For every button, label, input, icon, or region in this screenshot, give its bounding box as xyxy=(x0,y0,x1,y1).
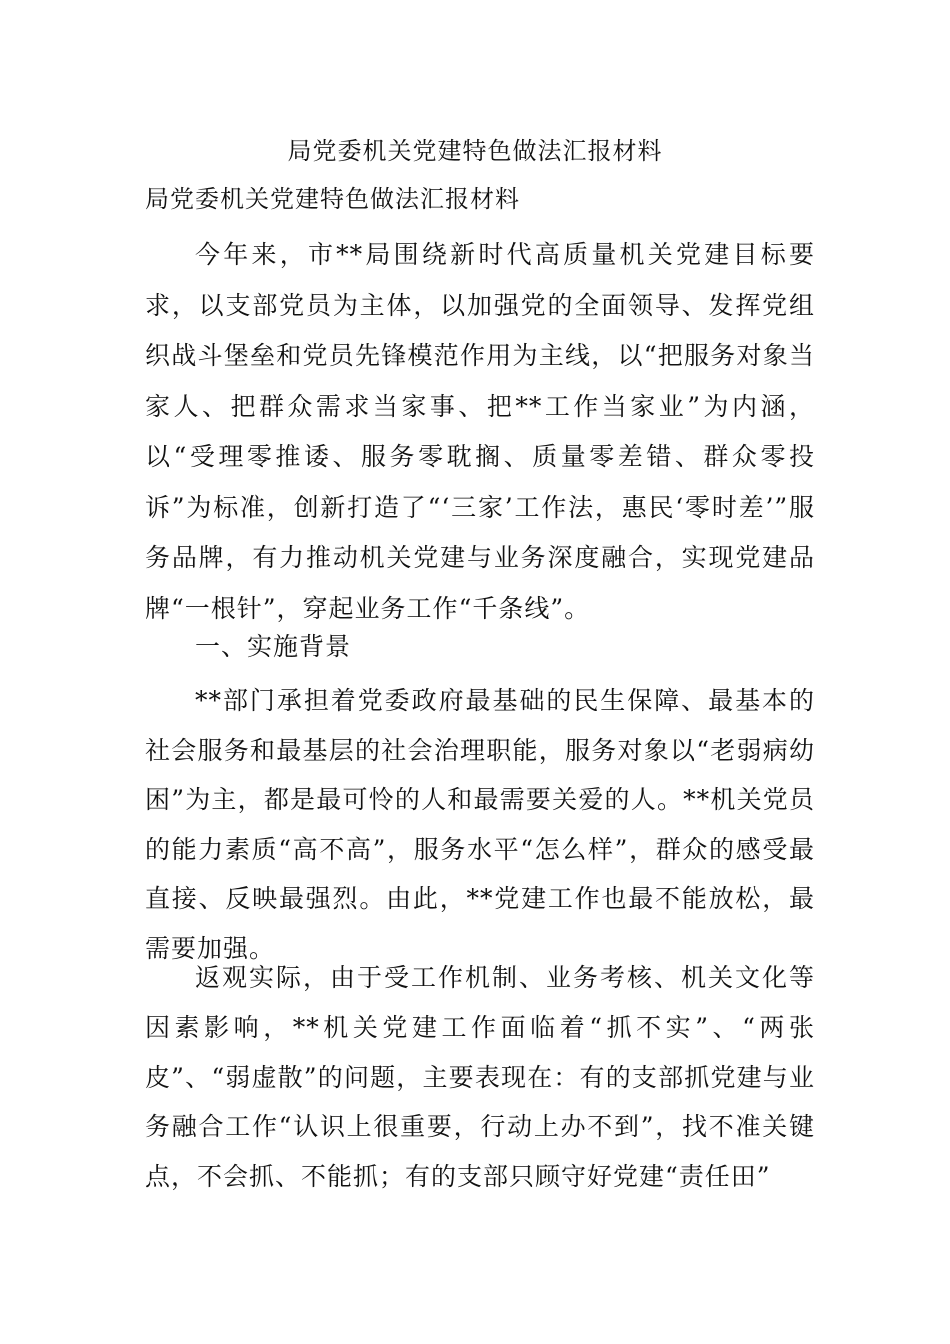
document-title: 局党委机关党建特色做法汇报材料 xyxy=(287,137,663,165)
paragraph-intro: 今年来，市**局围绕新时代高质量机关党建目标要求，以支部党员为主体，以加强党的全面领导、发挥党组织战斗堡垒和党员先锋模范作用为主线，以“把服务对象当家人、把群众需求当家事、把**工作当家业”为内涵，以“受理零推诿、服务零耽搁、质量零差错、群众零投诉”为标准，创新打造了“‘三家’工作法，惠民‘零时差’”服务品牌，有力推动机关党建与业务深度融合，实现党建品牌“一根针”，穿起业务工作“千条线”。 xyxy=(145,240,815,623)
section-heading-background: 一、实施背景 xyxy=(195,632,352,661)
paragraph-background: **部门承担着党委政府最基础的民生保障、最基本的社会服务和最基层的社会治理职能，服务对象以“老弱病幼困”为主，都是最可怜的人和最需要关爱的人。**机关党员的能力素质“高不高”，服务水平“怎么样”，群众的感受最直接、反映最强烈。由此，**党建工作也最不能放松，最需要加强。 xyxy=(145,686,815,963)
document-subtitle: 局党委机关党建特色做法汇报材料 xyxy=(145,185,520,213)
paragraph-current-issues: 返观实际，由于受工作机制、业务考核、机关文化等因素影响，**机关党建工作面临着“抓不实”、“两张皮”、“弱虚散”的问题，主要表现在：有的支部抓党建与业务融合工作“认识上很重要，行动上办不到”，找不准关键点，不会抓、不能抓；有的支部只顾守好党建“责任田” xyxy=(145,963,815,1192)
